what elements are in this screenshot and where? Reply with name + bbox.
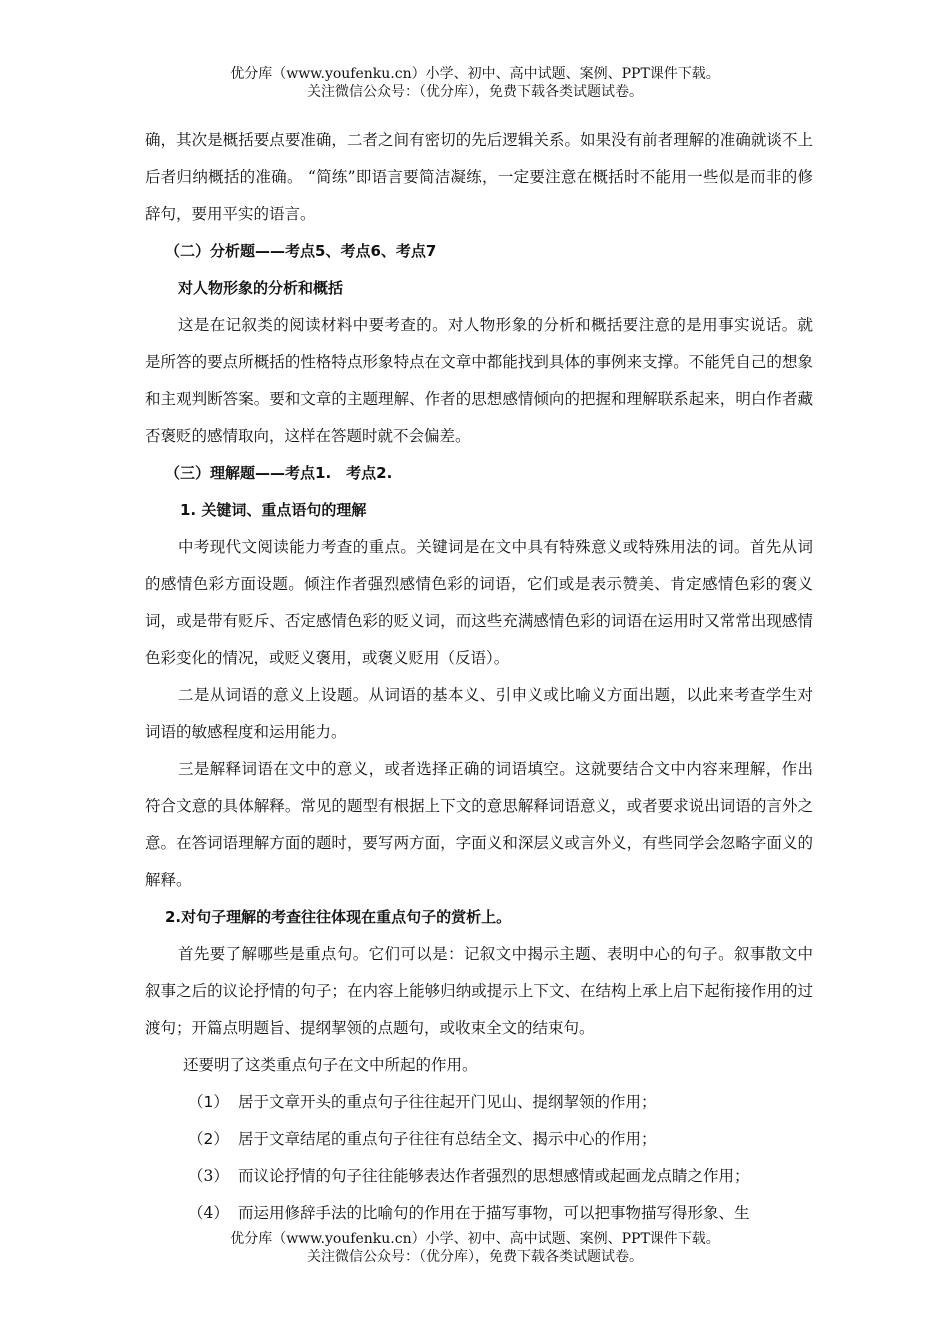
list-item	[145, 1084, 813, 1121]
list-item-number: （1）	[188, 1093, 229, 1111]
subheading-sentences: 2.对句子理解的考查往往体现在重点句子的赏析上。	[165, 908, 512, 926]
role-list	[145, 1084, 813, 1232]
footer-line-1: 优分库（www.youfenku.cn）小学、初中、高中试题、案例、PPT课件下载。	[230, 1231, 720, 1247]
header-line-2: 关注微信公众号：（优分库），免费下载各类试题试卷。	[307, 84, 643, 100]
paragraph-continued: 确，其次是概括要点要准确，二者之间有密切的先后逻辑关系。如果没有前者理解的准确就谈不上后者归纳概括的准确。 “简练”即语言要简洁凝练，一定要注意在概括时不能用一些似是而非的修辞句，要用平实的语言。	[145, 131, 813, 223]
subheading-character: 对人物形象的分析和概括	[178, 279, 344, 297]
paragraph-character: 这是在记叙类的阅读材料中要考查的。对人物形象的分析和概括要注意的是用事实说话。就是所答的要点所概括的性格特点形象特点在文章中都能找到具体的事例来支撑。不能凭自己的想象和主观判断答案。要和文章的主题理解、作者的思想感情倾向的把握和理解联系起来，明白作者藏否褒贬的感情取向，这样在答题时就不会偏差。	[145, 316, 813, 445]
paragraph-meaning: 二是从词语的意义上设题。从词语的基本义、引申义或比喻义方面出题，以此来考查学生对词语的敏感程度和运用能力。	[145, 686, 813, 741]
list-item-number: （3）	[188, 1167, 229, 1185]
section-heading-analysis: （二）分析题——考点5、考点6、考点7	[165, 242, 437, 260]
paragraph-keywords: 中考现代文阅读能力考查的重点。关键词是在文中具有特殊意义或特殊用法的词。首先从词的感情色彩方面设题。倾注作者强烈感情色彩的词语，它们或是表示赞美、肯定感情色彩的褒义词，或是带有贬斥、否定感情色彩的贬义词，而这些充满感情色彩的词语在运用时又常常出现感情色彩变化的情况，或贬义褒用，或褒义贬用（反语）。	[145, 538, 813, 667]
list-item	[145, 1158, 813, 1195]
list-item	[145, 1121, 813, 1158]
list-item-text: 而议论抒情的句子往往能够表达作者强烈的思想感情或起画龙点睛之作用；	[238, 1167, 750, 1185]
list-item-number: （2）	[188, 1130, 229, 1148]
list-item-text: 居于文章开头的重点句子往往起开门见山、提纲挈领的作用；	[238, 1093, 657, 1111]
list-item-text: 而运用修辞手法的比喻句的作用在于描写事物，可以把事物描写得形象、生	[238, 1204, 750, 1222]
footer-line-2: 关注微信公众号：（优分库），免费下载各类试题试卷。	[307, 1249, 643, 1265]
header-line-1: 优分库（www.youfenku.cn）小学、初中、高中试题、案例、PPT课件下载。	[230, 66, 720, 82]
paragraph-key-sentences: 首先要了解哪些是重点句。它们可以是：记叙文中揭示主题、表明中心的句子。叙事散文中叙事之后的议论抒情的句子；在内容上能够归纳或提示上下文、在结构上承上启下起衔接作用的过渡句；开篇点明题旨、提纲挈领的点题句，或收束全文的结束句。	[145, 945, 813, 1037]
section-heading-understanding: （三）理解题——考点1. 考点2.	[165, 464, 393, 482]
subheading-keywords: 1. 关键词、重点语句的理解	[180, 501, 367, 519]
paragraph-role: 还要明了这类重点句子在文中所起的作用。	[183, 1056, 478, 1074]
page-footer	[0, 1230, 950, 1266]
list-item-number: （4）	[188, 1204, 229, 1222]
paragraph-explain: 三是解释词语在文中的意义，或者选择正确的词语填空。这就要结合文中内容来理解，作出符合文意的具体解释。常见的题型有根据上下文的意思解释词语意义，或者要求说出词语的言外之意。在答词语理解方面的题时，要写两方面，字面义和深层义或言外义，有些同学会忽略字面义的解释。	[145, 760, 813, 889]
list-item	[145, 1195, 813, 1232]
list-item-text: 居于文章结尾的重点句子往往有总结全文、揭示中心的作用；	[238, 1130, 657, 1148]
page-header	[0, 65, 950, 101]
document-body	[145, 122, 813, 1232]
